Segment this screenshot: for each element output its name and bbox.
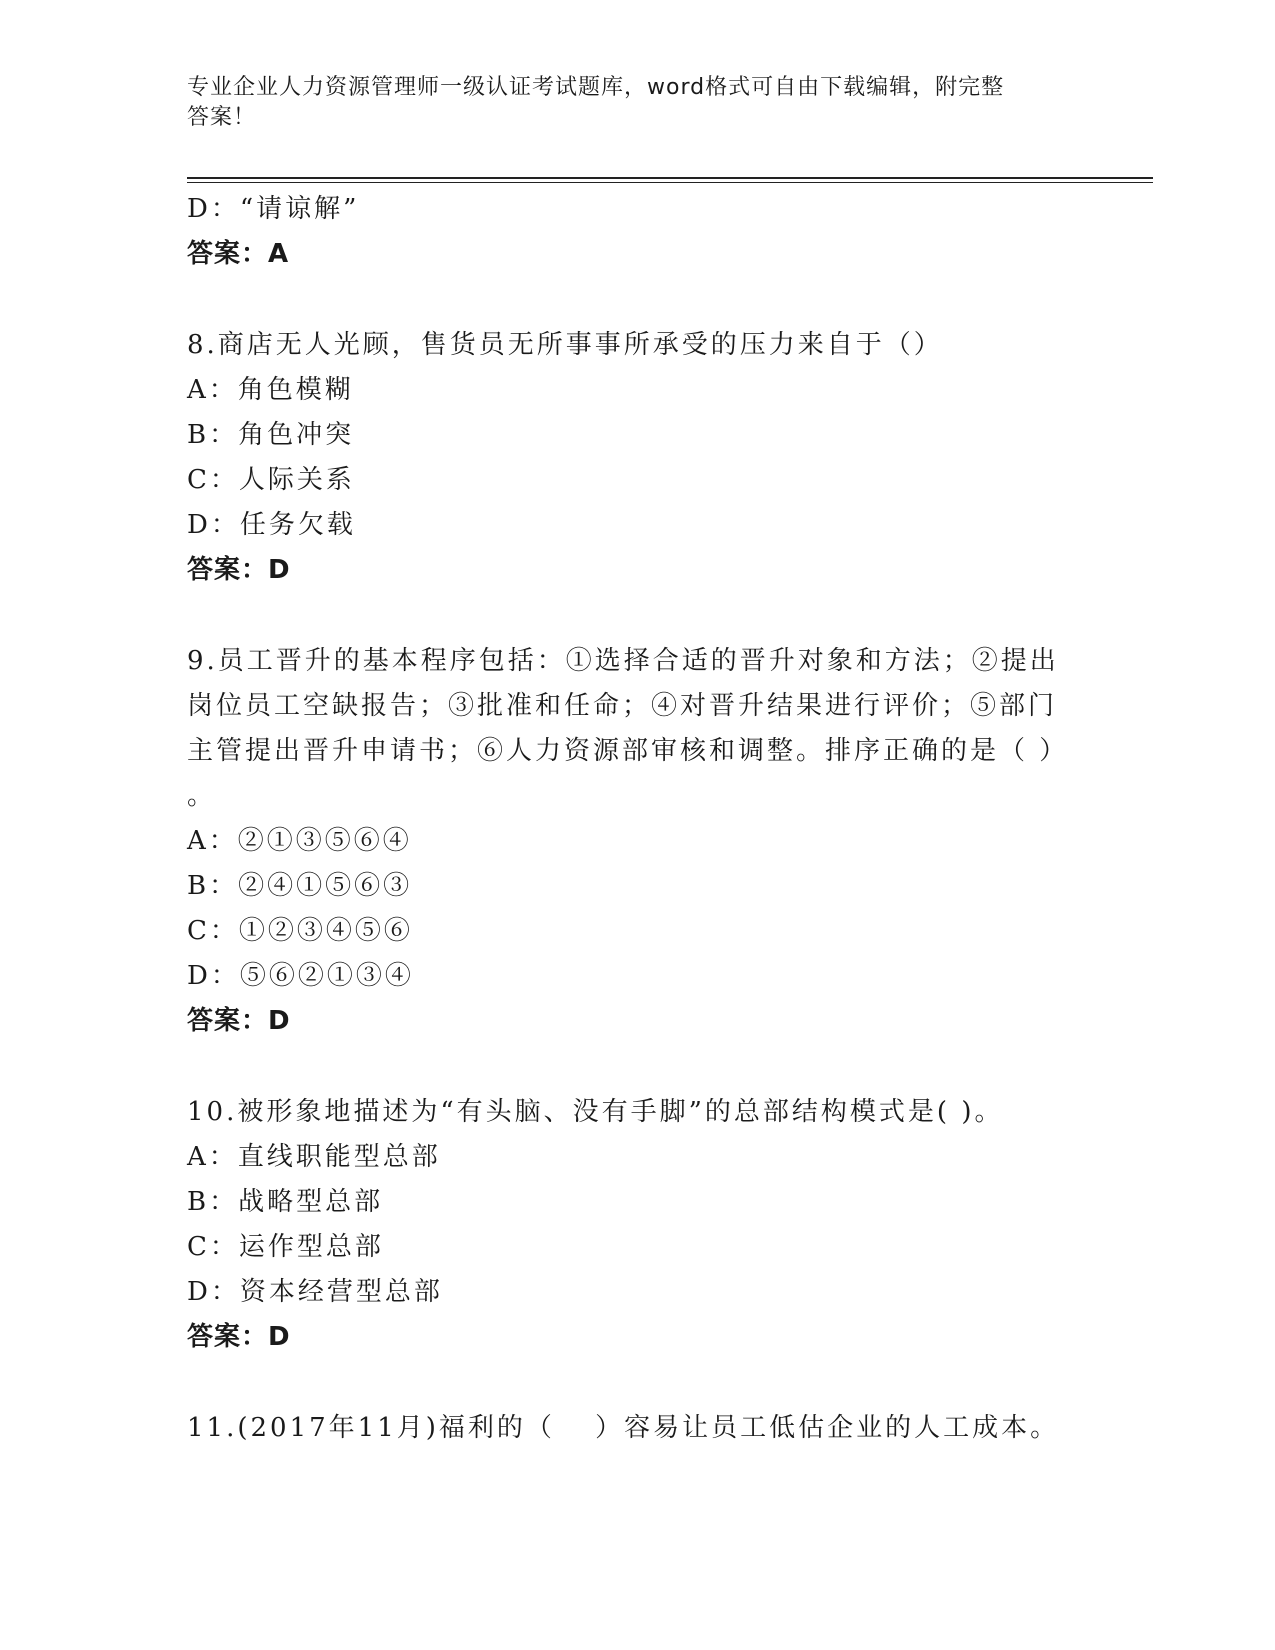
question-stem: 8.商店无人光顾，售货员无所事事所承受的压力来自于（）	[187, 330, 943, 360]
option-c: C：人际关系	[187, 465, 355, 495]
question-stem-line-3: 主管提出晋升申请书；⑥人力资源部审核和调整。排序正确的是（ ）	[187, 736, 1069, 766]
spacer	[187, 1360, 1067, 1406]
header-line-1: 专业企业人力资源管理师一级认证考试题库，word格式可自由下载编辑，附完整	[187, 75, 1005, 100]
question-stem-line-4: 。	[187, 781, 217, 811]
option-a: A：直线职能型总部	[187, 1142, 441, 1172]
option-c: C：①②③④⑤⑥	[187, 916, 413, 946]
header-rule-thin	[187, 182, 1153, 183]
option-a: A：②①③⑤⑥④	[187, 826, 412, 856]
answer: 答案：D	[187, 1006, 291, 1036]
question-stem-line-2: 岗位员工空缺报告；③批准和任命；④对晋升结果进行评价；⑤部门	[187, 691, 1058, 721]
question-8	[187, 323, 1067, 593]
option-d: D：⑤⑥②①③④	[187, 961, 414, 991]
document-header	[187, 73, 1087, 133]
question-stem-line-1: 9.员工晋升的基本程序包括：①选择合适的晋升对象和方法；②提出	[187, 646, 1059, 676]
answer: 答案：D	[187, 555, 291, 585]
option-d: D：资本经营型总部	[187, 1277, 443, 1307]
option-a: A：角色模糊	[187, 375, 354, 405]
prev-option-d: D：“请谅解”	[187, 194, 360, 224]
option-b: B：角色冲突	[187, 420, 355, 450]
header-line-2: 答案！	[187, 105, 257, 130]
option-c: C：运作型总部	[187, 1232, 384, 1262]
spacer	[187, 1044, 1067, 1090]
header-rule-thick	[187, 177, 1153, 179]
answer: 答案：D	[187, 1322, 291, 1352]
option-b: B：②④①⑤⑥③	[187, 871, 413, 901]
spacer	[187, 277, 1067, 323]
spacer	[187, 593, 1067, 639]
question-11	[187, 1406, 1067, 1451]
question-10	[187, 1090, 1067, 1360]
question-9	[187, 639, 1067, 1044]
question-stem: 10.被形象地描述为“有头脑、没有手脚”的总部结构模式是( )。	[187, 1097, 1004, 1127]
option-b: B：战略型总部	[187, 1187, 384, 1217]
question-list	[187, 187, 1067, 1451]
prev-answer: 答案：A	[187, 239, 290, 269]
question-stem: 11.(2017年11月)福利的（ ）容易让员工低估企业的人工成本。	[187, 1413, 1060, 1443]
option-d: D：任务欠载	[187, 510, 356, 540]
